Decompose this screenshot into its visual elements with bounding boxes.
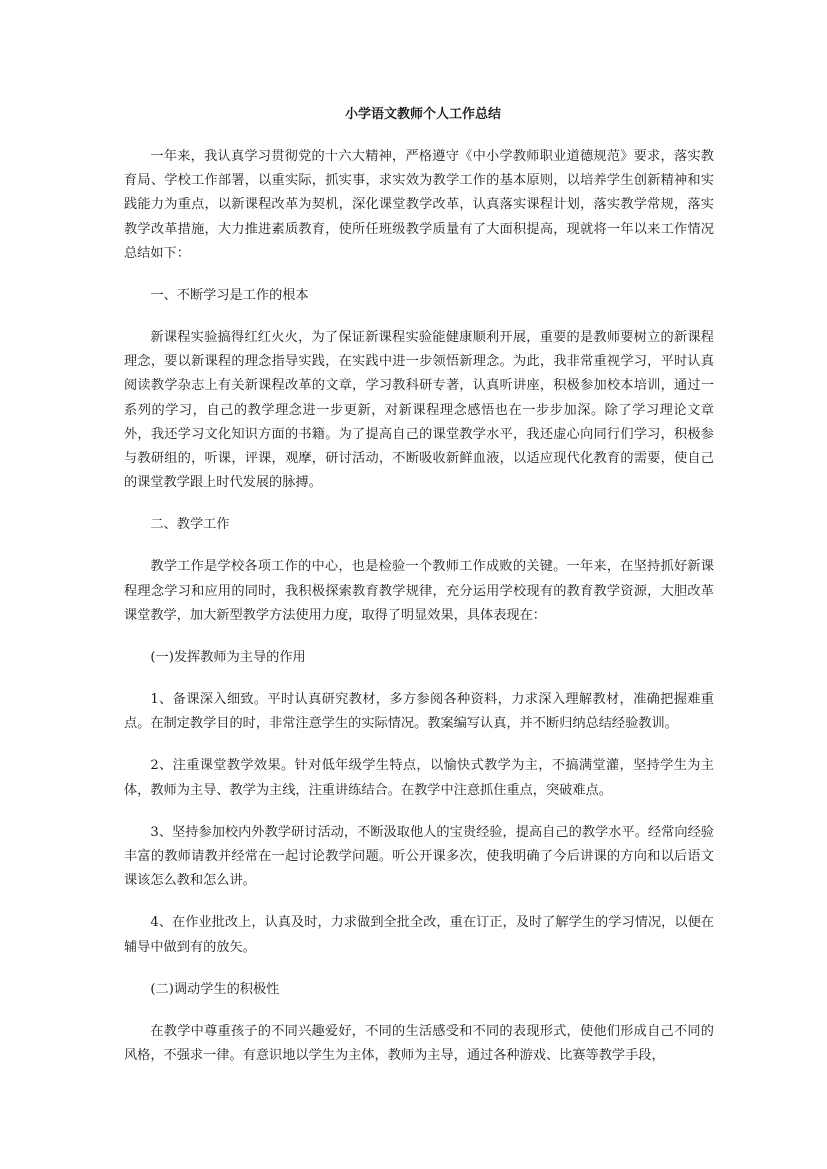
- section-paragraph-teaching: 教学工作是学校各项工作的中心，也是检验一个教师工作成败的关键。一年来，在坚持抓好新课程理念学习和应用的同时，我积极探索教育教学规律，充分运用学校现有的教育教学资源，大胆改革课堂教学，加大新型教学方法使用力度，取得了明显效果，具体表现在：: [124, 559, 714, 623]
- list-item-lesson-prep: 1、备课深入细致。平时认真研究教材，多方参阅各种资料，力求深入理解教材，准确把握难重点。在制定教学目的时，非常注意学生的实际情况。教案编写认真，并不断归纳总结经验教训。: [124, 692, 714, 732]
- section-heading-teaching: 二、教学工作: [150, 517, 230, 533]
- document-title: 小学语文教师个人工作总结: [344, 107, 501, 122]
- list-item-classroom-effect: 2、注重课堂教学效果。针对低年级学生特点，以愉快式教学为主，不搞满堂灌，坚持学生为主体，教师为主导、教学为主线，注重讲练结合。在教学中注意抓住重点，突破难点。: [124, 758, 714, 798]
- section-paragraph-learning: 新课程实验搞得红红火火，为了保证新课程实验能健康顺利开展，重要的是教师要树立的新课程理念，要以新课程的理念指导实践，在实践中进一步领悟新理念。为此，我非常重视学习，平时认真阅读教学杂志上有关新课程改革的文章，学习教科研专著，认真听讲座，积极参加校本培训，通过一系列的学习，自己的教学理念进一步更新，对新课程理念感悟也在一步步加深。除了学习理论文章外，我还学习文化知识方面的书籍。为了提高自己的课堂教学水平，我还虚心向同行们学习，积极参与教研组的，听课，评课，观摩，研讨活动，不断吸收新鲜血液，以适应现代化教育的需要，使自己的课堂教学跟上时代发展的脉搏。: [124, 330, 714, 491]
- subsection-heading-student-initiative: (二)调动学生的积极性: [150, 981, 280, 997]
- list-item-homework-correction: 4、在作业批改上，认真及时，力求做到全批全改，重在订正，及时了解学生的学习情况，以便在辅导中做到有的放矢。: [124, 915, 714, 955]
- intro-paragraph: 一年来，我认真学习贯彻党的十六大精神，严格遵守《中小学教师职业道德规范》要求，落实教育局、学校工作部署，以重实际，抓实事，求实效为教学工作的基本原则，以培养学生创新精神和实践能力为重点，以新课程改革为契机，深化课堂教学改革，认真落实课程计划，落实教学常规，落实教学改革措施，大力推进素质教育，使所任班级教学质量有了大面积提高，现就将一年以来工作情况总结如下：: [124, 149, 714, 261]
- subsection-paragraph-student-initiative: 在教学中尊重孩子的不同兴趣爱好，不同的生活感受和不同的表现形式，使他们形成自己不同的风格，不强求一律。有意识地以学生为主体，教师为主导，通过各种游戏、比赛等教学手段，: [124, 1023, 714, 1064]
- list-item-research-activities: 3、坚持参加校内外教学研讨活动，不断汲取他人的宝贵经验，提高自己的教学水平。经常向经验丰富的教师请教并经常在一起讨论教学问题。听公开课多次，使我明确了今后讲课的方向和以后语文课该怎么教和怎么讲。: [124, 824, 714, 889]
- section-heading-learning: 一、不断学习是工作的根本: [150, 288, 309, 304]
- subsection-heading-teacher-role: (一)发挥教师为主导的作用: [150, 650, 306, 666]
